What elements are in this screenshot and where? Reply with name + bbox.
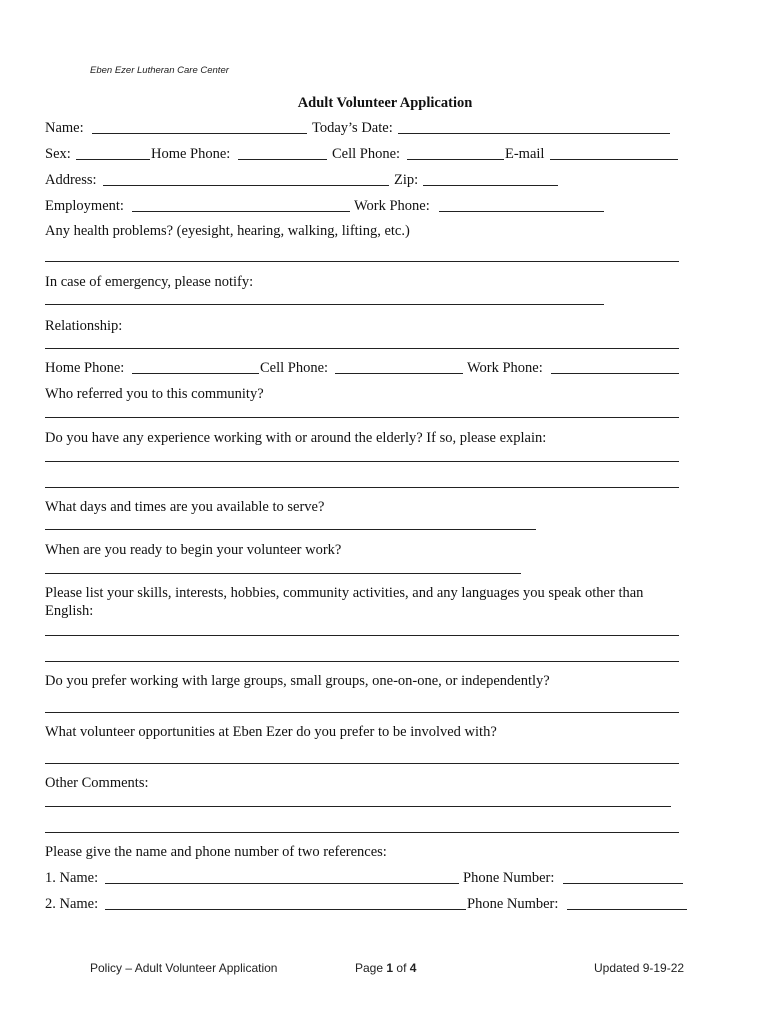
page-current: 1: [386, 961, 394, 975]
reference-1-name-label: 1. Name:: [45, 870, 99, 886]
name-label: Name:: [45, 120, 84, 136]
opportunities-answer-line[interactable]: [45, 763, 679, 764]
home-phone-field[interactable]: [238, 159, 327, 160]
employment-field[interactable]: [132, 211, 350, 212]
address-field[interactable]: [103, 185, 389, 186]
opportunities-question: What volunteer opportunities at Eben Ezer do you prefer to be involved with?: [45, 724, 497, 740]
footer-policy: Policy – Adult Volunteer Application: [90, 961, 278, 975]
emergency-work-phone-label: Work Phone:: [467, 360, 543, 376]
emergency-cell-phone-label: Cell Phone:: [260, 360, 329, 376]
reference-2-name-field[interactable]: [105, 909, 466, 910]
comments-line-1[interactable]: [45, 806, 671, 807]
todays-date-label: Today’s Date:: [312, 120, 393, 136]
experience-answer-line-2[interactable]: [45, 487, 679, 488]
emergency-home-phone-label: Home Phone:: [45, 360, 125, 376]
comments-label: Other Comments:: [45, 775, 149, 791]
work-phone-label: Work Phone:: [354, 198, 430, 214]
start-question: When are you ready to begin your volunteer work?: [45, 542, 342, 558]
reference-1-phone-label: Phone Number:: [463, 870, 555, 886]
emergency-cell-phone-field[interactable]: [335, 373, 463, 374]
reference-2-phone-label: Phone Number:: [467, 896, 559, 912]
emergency-contact-field[interactable]: [45, 304, 604, 305]
health-answer-line[interactable]: [45, 261, 679, 262]
page-of: of: [396, 961, 407, 975]
reference-2-phone-field[interactable]: [567, 909, 687, 910]
emergency-work-phone-field[interactable]: [551, 373, 679, 374]
experience-question: Do you have any experience working with or around the elderly? If so, please explain:: [45, 430, 547, 446]
address-label: Address:: [45, 172, 97, 188]
sex-label: Sex:: [45, 146, 71, 162]
form-title: Adult Volunteer Application: [297, 95, 473, 111]
referred-question: Who referred you to this community?: [45, 386, 264, 402]
skills-question-line-1: Please list your skills, interests, hobbies, community activities, and any languages you speak other than: [45, 585, 644, 601]
home-phone-label: Home Phone:: [151, 146, 231, 162]
work-phone-field[interactable]: [439, 211, 604, 212]
name-field[interactable]: [92, 133, 307, 134]
relationship-field[interactable]: [45, 348, 679, 349]
cell-phone-label: Cell Phone:: [332, 146, 401, 162]
group-preference-answer-line[interactable]: [45, 712, 679, 713]
emergency-label: In case of emergency, please notify:: [45, 274, 254, 290]
skills-answer-line-2[interactable]: [45, 661, 679, 662]
email-label: E-mail: [505, 146, 545, 162]
email-field[interactable]: [550, 159, 678, 160]
footer-page-number: [355, 961, 416, 975]
group-preference-question: Do you prefer working with large groups, small groups, one-on-one, or independently?: [45, 673, 550, 689]
organization-name: Eben Ezer Lutheran Care Center: [90, 65, 229, 76]
todays-date-field[interactable]: [398, 133, 670, 134]
reference-1-name-field[interactable]: [105, 883, 459, 884]
footer-updated: Updated 9-19-22: [594, 961, 685, 975]
reference-1-phone-field[interactable]: [563, 883, 683, 884]
start-answer-line[interactable]: [45, 573, 521, 574]
cell-phone-field[interactable]: [407, 159, 504, 160]
comments-line-2[interactable]: [45, 832, 679, 833]
emergency-home-phone-field[interactable]: [132, 373, 259, 374]
page-total: 4: [409, 961, 417, 975]
experience-answer-line-1[interactable]: [45, 461, 679, 462]
page-prefix: Page: [355, 961, 384, 975]
skills-answer-line-1[interactable]: [45, 635, 679, 636]
availability-question: What days and times are you available to serve?: [45, 499, 325, 515]
health-question: Any health problems? (eyesight, hearing, walking, lifting, etc.): [45, 223, 410, 239]
skills-question-line-2: English:: [45, 603, 94, 619]
relationship-label: Relationship:: [45, 318, 123, 334]
referred-answer-line[interactable]: [45, 417, 679, 418]
sex-field[interactable]: [76, 159, 150, 160]
zip-field[interactable]: [423, 185, 558, 186]
reference-2-name-label: 2. Name:: [45, 896, 99, 912]
employment-label: Employment:: [45, 198, 124, 214]
availability-answer-line[interactable]: [45, 529, 536, 530]
references-prompt: Please give the name and phone number of two references:: [45, 844, 387, 860]
zip-label: Zip:: [394, 172, 419, 188]
